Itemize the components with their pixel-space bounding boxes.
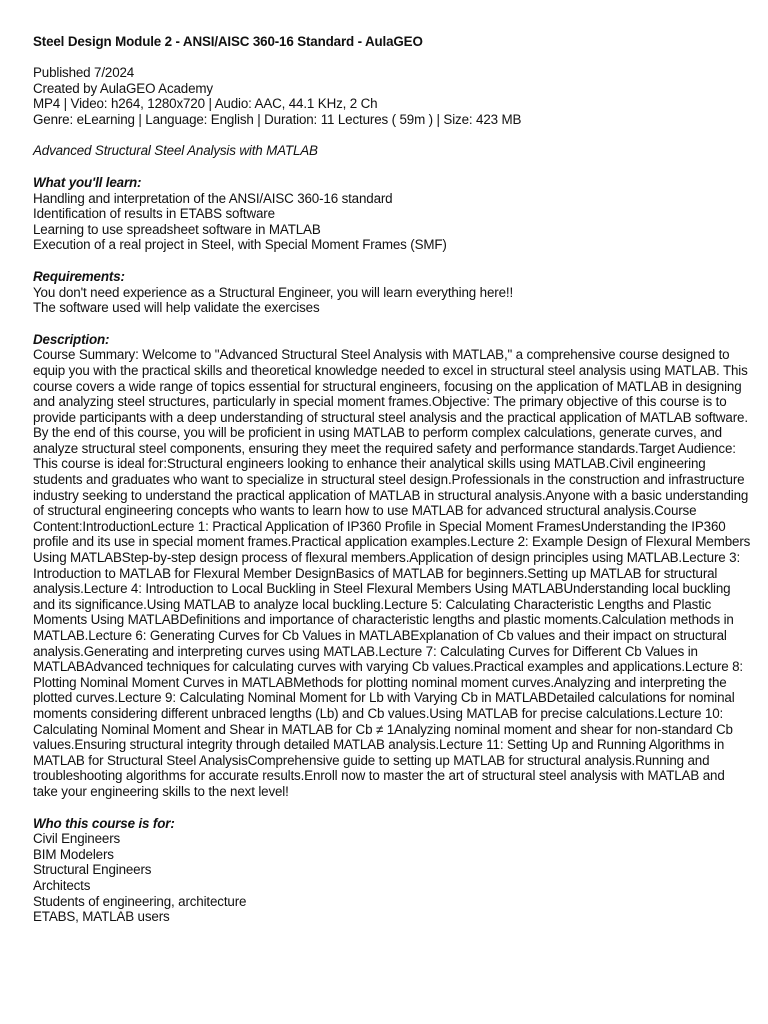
list-item: Architects	[33, 877, 91, 893]
list-item: Structural Engineers	[33, 862, 152, 878]
audience-section	[33, 816, 733, 925]
list-item: ETABS, MATLAB users	[33, 909, 170, 925]
description-line: profile and its use in special moment frames.Practical application examples.Lecture 2: Example Design of Flexural Members	[33, 534, 751, 550]
description-line: analysis.Lecture 4: Introduction to Local Buckling in Steel Flexural Members Using MATLABUnderstanding local buckling	[33, 581, 731, 597]
audience-heading: Who this course is for:	[33, 815, 175, 831]
learn-heading: What you'll learn:	[33, 174, 142, 190]
description-line: course covers a wide range of topics essential for structural engineers, focusing on the application of MATLAB in designing	[33, 378, 742, 394]
description-line: troubleshooting algorithms for accurate results.Enroll now to master the art of structural steel analysis with MATLAB and	[33, 768, 725, 784]
description-line: values.Ensuring structural integrity through detailed MATLAB analysis.Lecture 11: Setting Up and Running Algorithms in	[33, 737, 725, 753]
description-line: and its significance.Using MATLAB to analyze local buckling.Lecture 5: Calculating Characteristic Lengths and Plastic	[33, 596, 712, 612]
description-line: moments considering different unbraced lengths (Lb) and Cb values.Using MATLAB for precise calculations.Lecture 10:	[33, 705, 724, 721]
list-item: Identification of results in ETABS software	[33, 206, 275, 222]
description-line: Using MATLABStep-by-step design process of flexural members.Application of design principles using MATLAB.Lecture 3:	[33, 550, 741, 566]
description-line: By the end of this course, you will be proficient in using MATLAB to perform complex calculations, generate curves, and	[33, 425, 722, 441]
requirements-heading: Requirements:	[33, 268, 125, 284]
list-item: Civil Engineers	[33, 831, 121, 847]
published-date: Published 7/2024	[33, 65, 135, 80]
description-line: students and graduates who want to specialize in structural steel design.Professionals in the construction and infrastructure	[33, 472, 745, 488]
description-line: MATLABAdvanced techniques for calculating curves with varying Cb values.Practical examples and applications.Lecture 8:	[33, 659, 743, 675]
description-line: MATLAB.Lecture 6: Generating Curves for Cb Values in MATLABExplanation of Cb values and their impact on structural	[33, 628, 727, 643]
description-line: Content:IntroductionLecture 1: Practical Application of IP360 Profile in Special Moment FramesUnderstanding the IP360	[33, 518, 726, 534]
description-heading: Description:	[33, 331, 110, 347]
description-body	[33, 347, 751, 799]
list-item: Learning to use spreadsheet software in MATLAB	[33, 221, 321, 237]
description-line: Moments Using MATLABDefinitions and importance of characteristic lengths and plastic moments.Calculation methods in	[33, 612, 734, 628]
description-line: of structural engineering concepts who wants to learn how to use MATLAB for advanced structural analysis.Course	[33, 503, 697, 519]
list-item: BIM Modelers	[33, 846, 114, 862]
description-section	[33, 331, 751, 800]
learn-section	[33, 175, 733, 253]
description-line: industry seeking to understand the practical application of MATLAB in structural analysis.Anyone with a basic understanding	[33, 487, 749, 503]
learn-list	[33, 191, 733, 253]
list-item: Handling and interpretation of the ANSI/AISC 360-16 standard	[33, 190, 393, 206]
audience-list	[33, 831, 733, 925]
description-line: Calculating Nominal Moment and Shear in MATLAB for Cb ≠ 1Analyzing nominal moment and shear for non-standard Cb	[33, 721, 733, 737]
description-line: Plotting Nominal Moment Curves in MATLABMethods for plotting nominal moment curves.Analyzing and interpreting the	[33, 674, 727, 690]
description-line: analyze structural steel components, ensuring they meet the required safety and performance standards.Target Audience:	[33, 440, 736, 456]
description-line: and analyzing steel structures, particularly in special moment frames.Objective: The primary objective of this course is to	[33, 394, 727, 410]
description-line: plotted curves.Lecture 9: Calculating Nominal Moment for Lb with Varying Cb in MATLABDetailed calculations for nominal	[33, 690, 735, 706]
document-title: Steel Design Module 2 - ANSI/AISC 360-16 Standard - AulaGEO	[33, 34, 423, 49]
description-line: Introduction to MATLAB for Flexural Member DesignBasics of MATLAB for beginners.Setting up MATLAB for structural	[33, 565, 718, 581]
list-item: Execution of a real project in Steel, with Special Moment Frames (SMF)	[33, 237, 447, 253]
requirements-list	[33, 285, 733, 316]
release-info	[33, 65, 733, 127]
media-format: MP4 | Video: h264, 1280x720 | Audio: AAC, 44.1 KHz, 2 Ch	[33, 96, 378, 112]
requirements-section	[33, 269, 733, 316]
description-line: take your engineering skills to the next level!	[33, 783, 289, 799]
creator: Created by AulaGEO Academy	[33, 80, 213, 96]
genre-info: Genre: eLearning | Language: English | Duration: 11 Lectures ( 59m ) | Size: 423 MB	[33, 111, 522, 127]
description-line: MATLAB for Structural Steel AnalysisComprehensive guide to setting up MATLAB for structural analysis.Running and	[33, 752, 710, 768]
course-subtitle: Advanced Structural Steel Analysis with MATLAB	[33, 143, 318, 159]
description-line: This course is ideal for:Structural engineers looking to enhance their analytical skills using MATLAB.Civil engineering	[33, 456, 706, 472]
list-item: Students of engineering, architecture	[33, 893, 247, 909]
description-line: equip you with the practical skills and theoretical knowledge needed to excel in structural steel analysis using MATLAB. This	[33, 362, 748, 378]
description-line: provide participants with a deep understanding of structural steel analysis and the practical application of MATLAB software.	[33, 409, 748, 425]
description-line: Course Summary: Welcome to "Advanced Structural Steel Analysis with MATLAB," a comprehensive course designed to	[33, 347, 730, 363]
list-item: The software used will help validate the exercises	[33, 300, 320, 316]
description-line: analysis.Generating and interpreting curves using MATLAB.Lecture 7: Calculating Curves for Different Cb Values in	[33, 643, 698, 659]
list-item: You don't need experience as a Structural Engineer, you will learn everything here!!	[33, 284, 514, 300]
